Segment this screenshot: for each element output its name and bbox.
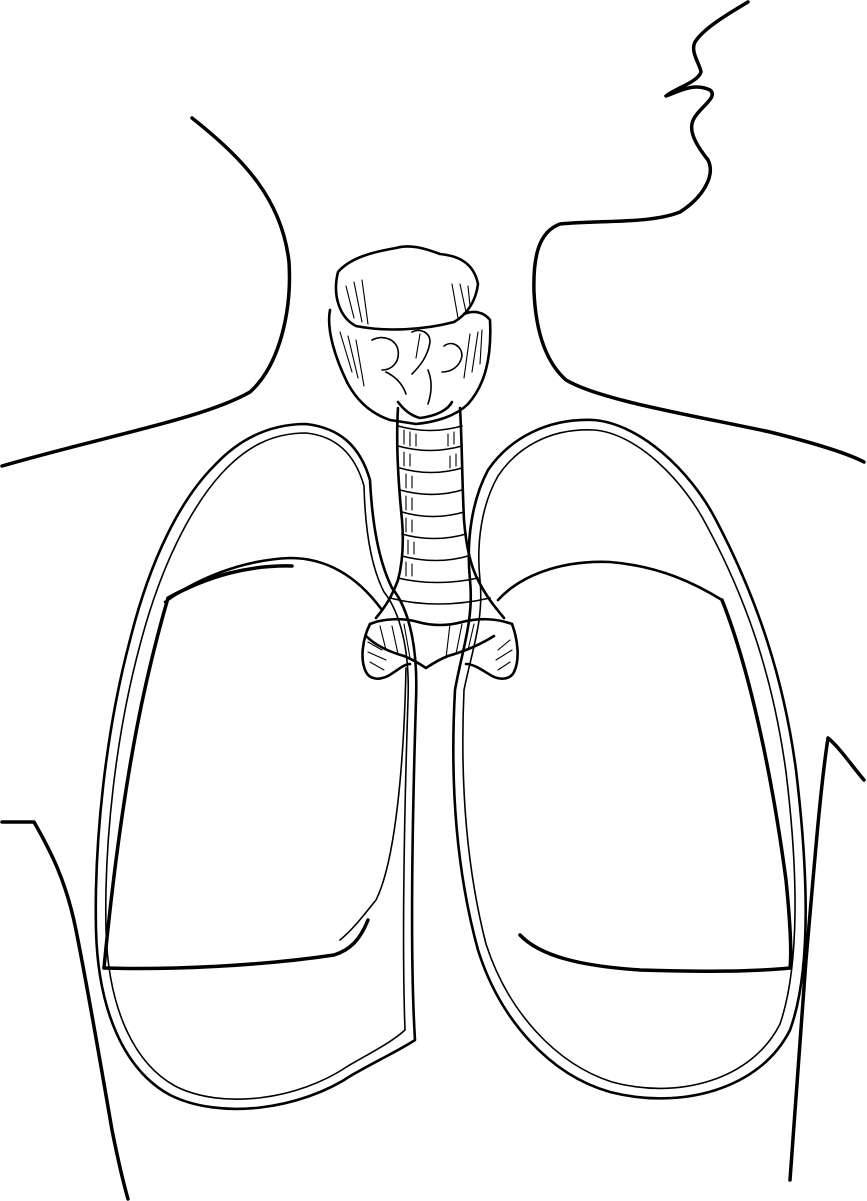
trachea-right-wall: [460, 408, 504, 618]
right-bronchus-shading: [496, 640, 512, 670]
face-profile-line: [534, 2, 864, 462]
epiglottis-shading: [346, 280, 470, 324]
tracheal-rings: [390, 426, 490, 604]
body-outline: [2, 2, 864, 1199]
left-neck-shoulder-line: [2, 118, 289, 466]
thyroid-cartilage: [329, 310, 490, 424]
left-mediastinal-line: [340, 668, 406, 940]
right-arm-torso-line: [790, 738, 864, 1180]
tracheal-shading: [404, 430, 456, 576]
cricoid-cartilage: [398, 402, 452, 418]
right-lung-inner-pleura: [463, 430, 795, 1089]
left-lung-inner-pleura: [106, 433, 408, 1099]
larynx: [329, 246, 490, 424]
left-bronchus-shading: [368, 642, 386, 670]
right-lung: [453, 420, 805, 1099]
epiglottis-cap: [336, 246, 478, 329]
trachea: [363, 408, 518, 679]
left-lung: [96, 424, 417, 1109]
right-lung-surface-line: [722, 600, 791, 968]
trachea-left-wall: [376, 408, 403, 618]
right-lung-fissure: [498, 562, 722, 600]
carina: [370, 619, 512, 625]
larynx-folds: [372, 330, 462, 404]
right-lung-lower-border: [520, 935, 790, 971]
right-lung-outer-pleura: [453, 420, 805, 1099]
left-lung-surface-line: [104, 566, 292, 968]
left-lung-lower-border: [104, 920, 368, 968]
left-lung-outer-pleura: [96, 424, 417, 1109]
